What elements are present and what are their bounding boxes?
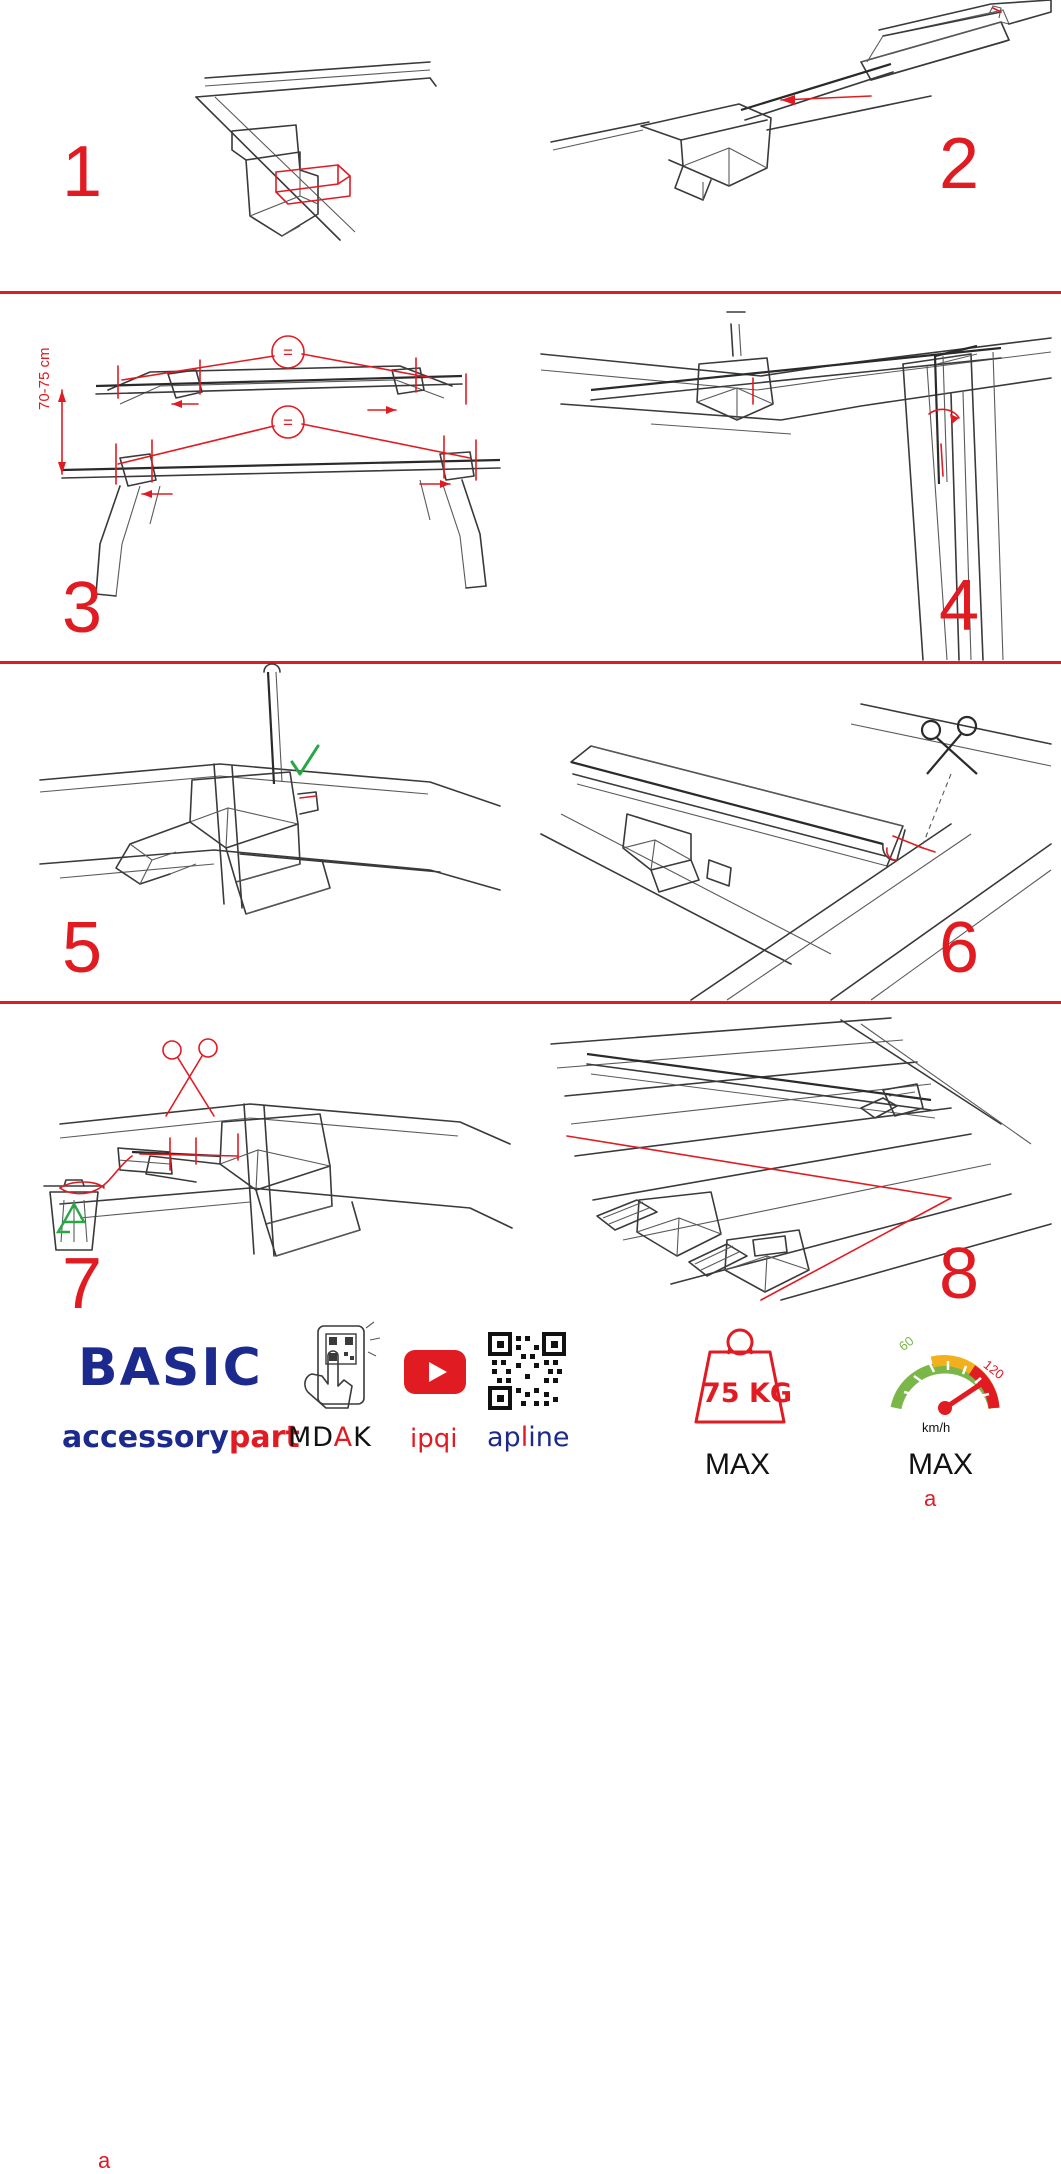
panel-step-2 bbox=[531, 0, 1061, 290]
speed-high-label: 120 bbox=[980, 1356, 1008, 1383]
cut-mark-a-label-7: a bbox=[98, 2148, 111, 2173]
mdak-label: MDAK bbox=[288, 1422, 372, 1453]
apline-label: apline bbox=[487, 1422, 570, 1453]
svg-text:=: = bbox=[283, 413, 293, 432]
step-number-3: 3 bbox=[62, 568, 103, 648]
speed-unit-label: km/h bbox=[922, 1420, 951, 1435]
svg-text:=: = bbox=[283, 343, 293, 362]
max-speed-caption: MAX bbox=[908, 1448, 974, 1481]
panel-step-8 bbox=[531, 1004, 1061, 1314]
step-number-7: 7 bbox=[62, 1244, 103, 1324]
step-number-6: 6 bbox=[939, 908, 980, 988]
dimension-label: 70-75 cm bbox=[36, 347, 53, 410]
brand-accessorypart-logo bbox=[62, 1420, 300, 1455]
brand-accessory-word: accessory bbox=[62, 1420, 229, 1455]
youtube-play-icon[interactable] bbox=[404, 1350, 466, 1396]
max-weight-value: 75 KG bbox=[702, 1378, 793, 1409]
cut-mark-a-label: a bbox=[924, 1486, 937, 1511]
brand-part-word: part bbox=[228, 1420, 300, 1455]
panel-step-1 bbox=[0, 0, 530, 290]
step-8-illustration bbox=[531, 1004, 1061, 1300]
brand-basic-logo: BASIC bbox=[78, 1338, 263, 1398]
step-6-illustration bbox=[531, 664, 1061, 1000]
scissors-icon-7 bbox=[163, 1039, 217, 1116]
step-number-1: 1 bbox=[62, 132, 103, 212]
panel-step-5 bbox=[0, 664, 530, 1000]
step-number-2: 2 bbox=[939, 124, 980, 204]
step-number-8: 8 bbox=[939, 1234, 980, 1314]
speed-low-label: 60 bbox=[895, 1333, 917, 1354]
phone-qr-hand-icon bbox=[300, 1322, 390, 1414]
footer bbox=[0, 1300, 1061, 1500]
panel-step-4 bbox=[531, 294, 1061, 660]
step-2-illustration bbox=[531, 0, 1061, 290]
panel-step-3 bbox=[0, 294, 530, 660]
step-4-illustration bbox=[531, 294, 1061, 660]
scissors-icon bbox=[922, 717, 977, 774]
step-number-5: 5 bbox=[62, 908, 103, 988]
step-number-4: 4 bbox=[939, 566, 980, 646]
max-weight-caption: MAX bbox=[705, 1448, 771, 1481]
weight-icon bbox=[680, 1322, 800, 1432]
ipqi-label: ipqi bbox=[410, 1424, 458, 1454]
qr-code-icon bbox=[488, 1332, 566, 1410]
